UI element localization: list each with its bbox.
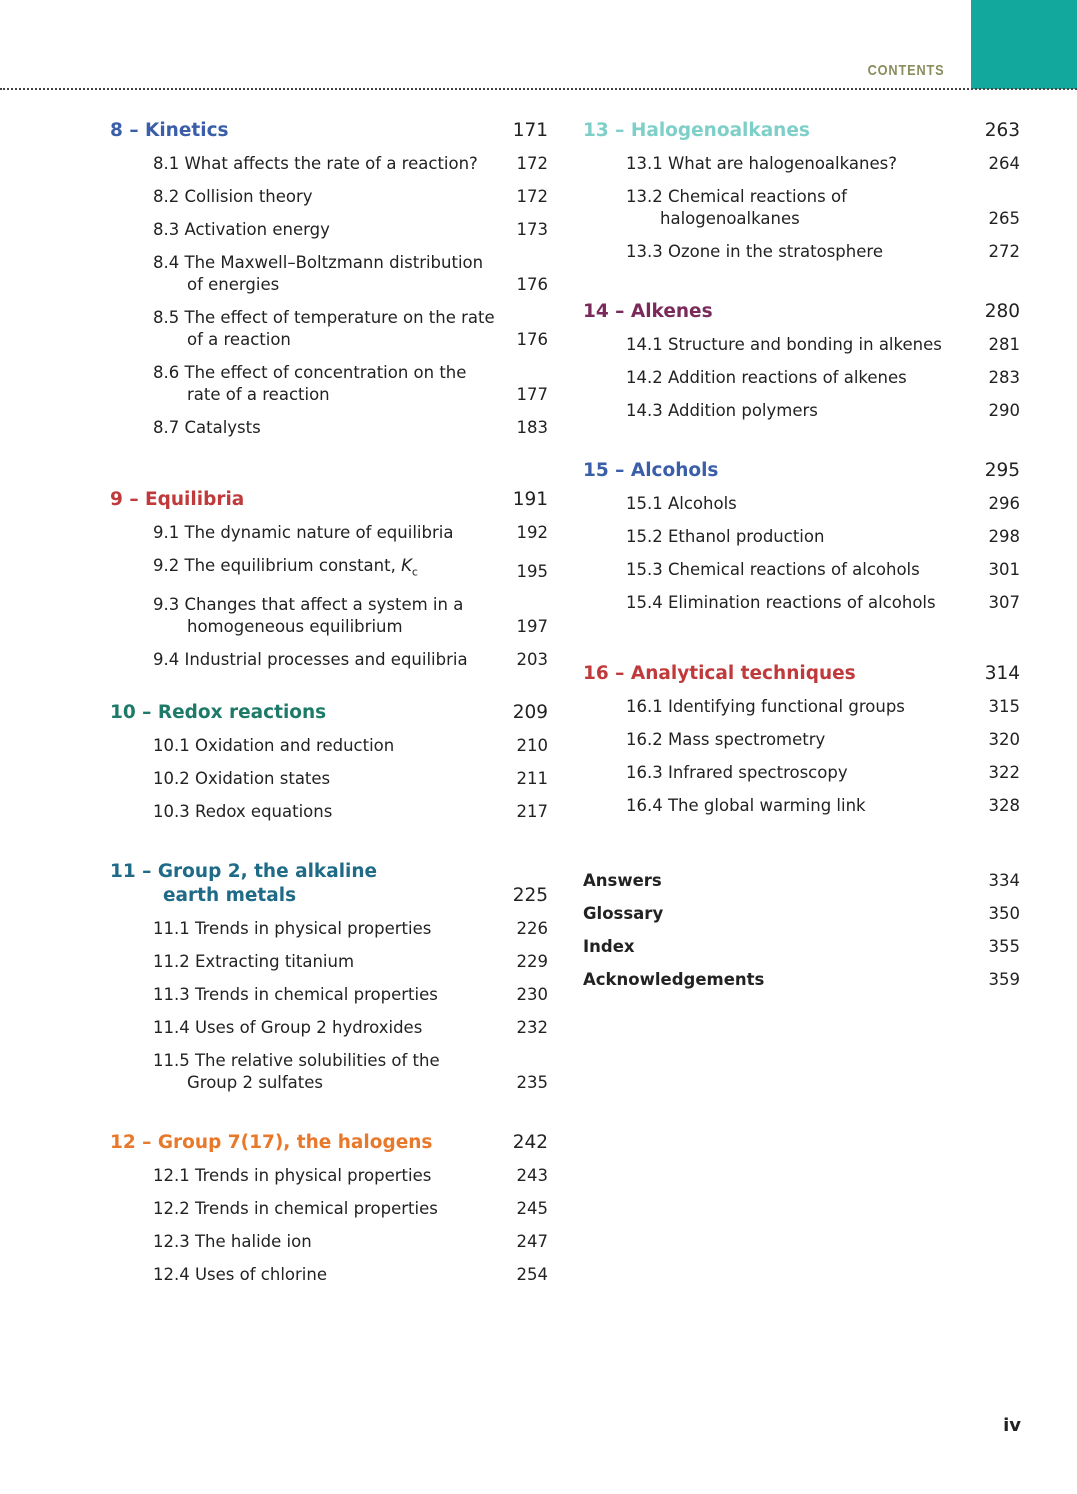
- section-entry[interactable]: [583, 153, 1020, 175]
- chapter-heading[interactable]: [583, 119, 1020, 143]
- chapter-heading[interactable]: [110, 1131, 548, 1155]
- section-page-number: 172: [516, 187, 548, 206]
- section-title: 9.1 The dynamic nature of equilibria: [153, 523, 454, 542]
- section-label: [153, 186, 313, 208]
- section-page-number: 301: [988, 560, 1020, 579]
- chapter-title-text: 11 – Group 2, the alkaline: [110, 861, 378, 882]
- section-title: 13.1 What are halogenoalkanes?: [626, 154, 897, 173]
- section-title: 15.2 Ethanol production: [626, 527, 825, 546]
- section-page-number: 298: [988, 527, 1020, 546]
- section-page-number: 254: [516, 1265, 548, 1284]
- back-matter-list: [583, 870, 1020, 1002]
- section-title: 10.3 Redox equations: [153, 802, 333, 821]
- section-page-number: 195: [516, 562, 548, 582]
- section-title: 9.3 Changes that affect a system in a: [153, 595, 464, 615]
- chapter-page-number: 295: [984, 460, 1020, 481]
- section-title-continued: halogenoalkanes: [660, 209, 800, 228]
- chapter-title-text: 12 – Group 7(17), the halogens: [110, 1132, 433, 1153]
- section-entry[interactable]: [110, 219, 548, 241]
- back-matter-page: 350: [988, 904, 1020, 923]
- section-title: 15.4 Elimination reactions of alcohols: [626, 593, 936, 612]
- section-entry[interactable]: [110, 153, 548, 175]
- section-label: [153, 522, 453, 544]
- chapter-entry: [110, 119, 548, 450]
- section-entry[interactable]: [110, 1050, 548, 1094]
- section-label: [153, 1017, 422, 1039]
- section-title: 16.1 Identifying functional groups: [626, 697, 905, 716]
- section-entry[interactable]: [110, 1017, 548, 1039]
- section-entry[interactable]: [110, 307, 548, 351]
- section-label: [153, 153, 478, 175]
- section-title: 13.2 Chemical reactions of: [626, 187, 847, 206]
- section-page-number: 245: [516, 1199, 548, 1218]
- section-title: 14.1 Structure and bonding in alkenes: [626, 335, 942, 354]
- section-label: [153, 594, 463, 638]
- section-title: 16.3 Infrared spectroscopy: [626, 763, 848, 782]
- section-label: [153, 1165, 431, 1187]
- section-page-number: 235: [516, 1073, 548, 1092]
- section-entry[interactable]: [583, 400, 1020, 422]
- section-label: [626, 559, 920, 581]
- section-label: [153, 307, 495, 351]
- section-label: [626, 186, 847, 230]
- section-label: [626, 367, 907, 389]
- section-entry[interactable]: [110, 801, 548, 823]
- section-page-number: 176: [516, 275, 548, 294]
- chapter-entry: [110, 701, 548, 834]
- section-page-number: 328: [988, 796, 1020, 815]
- section-title: 9.4 Industrial processes and equilibria: [153, 650, 468, 670]
- section-label: [153, 417, 261, 439]
- chapter-heading[interactable]: [110, 860, 548, 908]
- section-page-number: 197: [516, 617, 548, 637]
- section-page-number: 203: [516, 650, 548, 670]
- section-label: [626, 241, 883, 263]
- section-label: [153, 1264, 327, 1286]
- section-page-number: 272: [988, 242, 1020, 261]
- section-title: 10.2 Oxidation states: [153, 769, 331, 788]
- chapter-heading[interactable]: [110, 488, 548, 512]
- section-page-number: 247: [516, 1232, 548, 1251]
- chapter-title[interactable]: [110, 701, 326, 725]
- section-label: [626, 762, 848, 784]
- chapter-title-text: 9 – Equilibria: [110, 489, 245, 510]
- section-page-number: 290: [988, 401, 1020, 420]
- section-entry[interactable]: [110, 1198, 548, 1220]
- section-entry[interactable]: [110, 417, 548, 439]
- section-page-number: 210: [516, 736, 548, 755]
- section-label: [153, 918, 431, 940]
- section-entry[interactable]: [110, 186, 548, 208]
- chapter-heading[interactable]: [110, 119, 548, 143]
- chapter-title[interactable]: [110, 119, 229, 143]
- chapter-title[interactable]: [110, 1131, 432, 1155]
- chapter-page-number: 191: [512, 489, 548, 510]
- section-label: [153, 801, 332, 823]
- chapter-title[interactable]: [110, 488, 244, 512]
- back-matter-entry[interactable]: [583, 936, 1020, 958]
- section-label: [626, 526, 824, 548]
- section-page-number: 322: [988, 763, 1020, 782]
- chapter-entry: [110, 860, 548, 1105]
- section-entry[interactable]: [110, 362, 548, 406]
- section-page-number: 217: [516, 802, 548, 821]
- section-entry[interactable]: [110, 1264, 548, 1286]
- section-label: [626, 153, 897, 175]
- section-page-number: 226: [516, 919, 548, 938]
- chapter-title-continued: earth metals: [163, 885, 297, 906]
- section-title-continued: rate of a reaction: [187, 385, 330, 404]
- section-page-number: 320: [988, 730, 1020, 749]
- back-matter-entry[interactable]: [583, 870, 1020, 892]
- section-label: [626, 334, 942, 356]
- section-title: 11.1 Trends in physical properties: [153, 919, 432, 938]
- chapter-title-text: 8 – Kinetics: [110, 120, 229, 141]
- chapter-page-number: 280: [984, 301, 1020, 322]
- section-title: 16.4 The global warming link: [626, 796, 866, 815]
- section-page-number: 173: [516, 220, 548, 239]
- section-entry[interactable]: [583, 367, 1020, 389]
- section-label: [153, 735, 394, 757]
- chapter-entry: [110, 1131, 548, 1297]
- section-page-number: 211: [516, 769, 548, 788]
- section-title: 14.2 Addition reactions of alkenes: [626, 368, 907, 387]
- section-title-continued: homogeneous equilibrium: [187, 617, 403, 637]
- chapter-page-number: 225: [512, 885, 548, 906]
- back-matter-entry[interactable]: [583, 969, 1020, 991]
- back-matter-entry[interactable]: [583, 903, 1020, 925]
- chapter-title[interactable]: [583, 119, 810, 143]
- chapter-page-number: 171: [512, 120, 548, 141]
- chapter-title[interactable]: [583, 662, 856, 686]
- section-title-continued: of energies: [187, 275, 280, 294]
- section-title: 8.2 Collision theory: [153, 187, 313, 206]
- section-entry[interactable]: [583, 334, 1020, 356]
- section-title: 8.5 The effect of temperature on the rate: [153, 308, 495, 327]
- section-title: 11.3 Trends in chemical properties: [153, 985, 438, 1004]
- section-title: 12.2 Trends in chemical properties: [153, 1199, 438, 1218]
- chapter-title[interactable]: [583, 459, 718, 483]
- section-title: 9.2 The equilibrium constant,: [153, 556, 402, 575]
- chapter-title-text: 14 – Alkenes: [583, 301, 713, 322]
- section-page-number: 281: [988, 335, 1020, 354]
- section-entry[interactable]: [110, 522, 548, 544]
- section-label: [153, 984, 438, 1006]
- section-entry[interactable]: [583, 592, 1020, 614]
- chapter-page-number: 209: [512, 702, 548, 723]
- chapter-entry: [110, 488, 548, 682]
- section-title: 8.3 Activation energy: [153, 220, 330, 239]
- section-title: 15.1 Alcohols: [626, 494, 737, 513]
- section-entry[interactable]: [110, 649, 548, 671]
- section-title: 11.2 Extracting titanium: [153, 952, 355, 971]
- section-page-number: 315: [988, 697, 1020, 716]
- header-divider: [0, 88, 1077, 90]
- section-label: [153, 362, 466, 406]
- section-entry[interactable]: [110, 594, 548, 638]
- section-label: [626, 729, 825, 751]
- section-title: 16.2 Mass spectrometry: [626, 730, 826, 749]
- section-title: 10.1 Oxidation and reduction: [153, 736, 395, 755]
- back-matter-title: Acknowledgements: [583, 970, 765, 989]
- section-page-number: 264: [988, 154, 1020, 173]
- chapter-title[interactable]: [583, 300, 713, 324]
- section-entry[interactable]: [583, 696, 1020, 718]
- section-label: [153, 252, 483, 296]
- section-entry[interactable]: [583, 795, 1020, 817]
- chapter-page-number: 242: [512, 1132, 548, 1153]
- chapter-title-text: 13 – Halogenoalkanes: [583, 120, 810, 141]
- section-title: 12.3 The halide ion: [153, 1232, 312, 1251]
- section-page-number: 229: [516, 952, 548, 971]
- section-entry[interactable]: [583, 762, 1020, 784]
- section-page-number: 307: [988, 593, 1020, 612]
- section-title: 12.1 Trends in physical properties: [153, 1166, 432, 1185]
- chapter-heading[interactable]: [583, 662, 1020, 686]
- section-label: [626, 592, 936, 614]
- section-label: [626, 795, 866, 817]
- section-entry[interactable]: [110, 951, 548, 973]
- section-label: [153, 649, 468, 671]
- section-entry[interactable]: [110, 252, 548, 296]
- section-title: 11.4 Uses of Group 2 hydroxides: [153, 1018, 423, 1037]
- section-label: [153, 219, 330, 241]
- section-label: [153, 1050, 440, 1094]
- section-label: [626, 696, 905, 718]
- section-label: [153, 951, 354, 973]
- chapter-title-text: 10 – Redox reactions: [110, 702, 327, 723]
- chapter-heading[interactable]: [583, 300, 1020, 324]
- section-entry[interactable]: [583, 241, 1020, 263]
- section-entry[interactable]: [583, 186, 1020, 230]
- section-page-number: 183: [516, 418, 548, 437]
- page-number: iv: [1003, 1415, 1021, 1436]
- section-entry[interactable]: [110, 735, 548, 757]
- section-entry[interactable]: [583, 559, 1020, 581]
- section-title: 12.4 Uses of chlorine: [153, 1265, 327, 1284]
- chapter-heading[interactable]: [583, 459, 1020, 483]
- section-label: [626, 400, 818, 422]
- back-matter-title: Glossary: [583, 904, 664, 923]
- section-title: 14.3 Addition polymers: [626, 401, 818, 420]
- section-page-number: 176: [516, 330, 548, 349]
- section-title: 8.1 What affects the rate of a reaction?: [153, 154, 478, 173]
- section-title: 8.4 The Maxwell–Boltzmann distribution: [153, 253, 484, 272]
- back-matter-title: Answers: [583, 871, 662, 890]
- back-matter-title: Index: [583, 937, 635, 956]
- running-head: CONTENTS: [867, 62, 944, 79]
- section-entry[interactable]: [110, 918, 548, 940]
- section-page-number: 230: [516, 985, 548, 1004]
- chapter-title-text: 15 – Alcohols: [583, 460, 719, 481]
- chapter-color-tab: [971, 0, 1077, 89]
- subscript: c: [411, 565, 418, 579]
- section-label: [153, 1198, 438, 1220]
- section-page-number: 232: [516, 1018, 548, 1037]
- section-entry[interactable]: [583, 729, 1020, 751]
- section-page-number: 265: [988, 209, 1020, 228]
- symbol: K: [401, 556, 412, 575]
- chapter-title-text: 16 – Analytical techniques: [583, 663, 856, 684]
- section-title: 11.5 The relative solubilities of the: [153, 1051, 440, 1070]
- section-page-number: 192: [516, 523, 548, 542]
- section-title: 8.7 Catalysts: [153, 418, 261, 437]
- back-matter-page: 355: [988, 937, 1020, 956]
- back-matter-page: 359: [988, 970, 1020, 989]
- section-entry[interactable]: [110, 1165, 548, 1187]
- section-page-number: 243: [516, 1166, 548, 1185]
- section-entry[interactable]: [110, 768, 548, 790]
- section-label: [626, 493, 737, 515]
- chapter-title[interactable]: [110, 860, 377, 908]
- chapter-entry: [583, 300, 1020, 433]
- section-page-number: 177: [516, 385, 548, 404]
- chapter-page-number: 263: [984, 120, 1020, 141]
- section-title-continued: Group 2 sulfates: [187, 1073, 323, 1092]
- section-page-number: 296: [988, 494, 1020, 513]
- section-title: 15.3 Chemical reactions of alcohols: [626, 560, 920, 579]
- chapter-page-number: 314: [984, 663, 1020, 684]
- section-entry[interactable]: [583, 493, 1020, 515]
- section-title: 13.3 Ozone in the stratosphere: [626, 242, 883, 261]
- chapter-entry: [583, 662, 1020, 828]
- chapter-heading[interactable]: [110, 701, 548, 725]
- section-entry[interactable]: [110, 1231, 548, 1253]
- chapter-entry: [583, 119, 1020, 274]
- chapter-entry: [583, 459, 1020, 625]
- section-label: [153, 768, 330, 790]
- section-page-number: 283: [988, 368, 1020, 387]
- back-matter-page: 334: [988, 871, 1020, 890]
- section-title-continued: of a reaction: [187, 330, 291, 349]
- section-entry[interactable]: [110, 555, 548, 583]
- section-entry[interactable]: [110, 984, 548, 1006]
- section-page-number: 172: [516, 154, 548, 173]
- section-label: [153, 1231, 312, 1253]
- section-title: 8.6 The effect of concentration on the: [153, 363, 467, 382]
- section-entry[interactable]: [583, 526, 1020, 548]
- section-label: [153, 555, 418, 583]
